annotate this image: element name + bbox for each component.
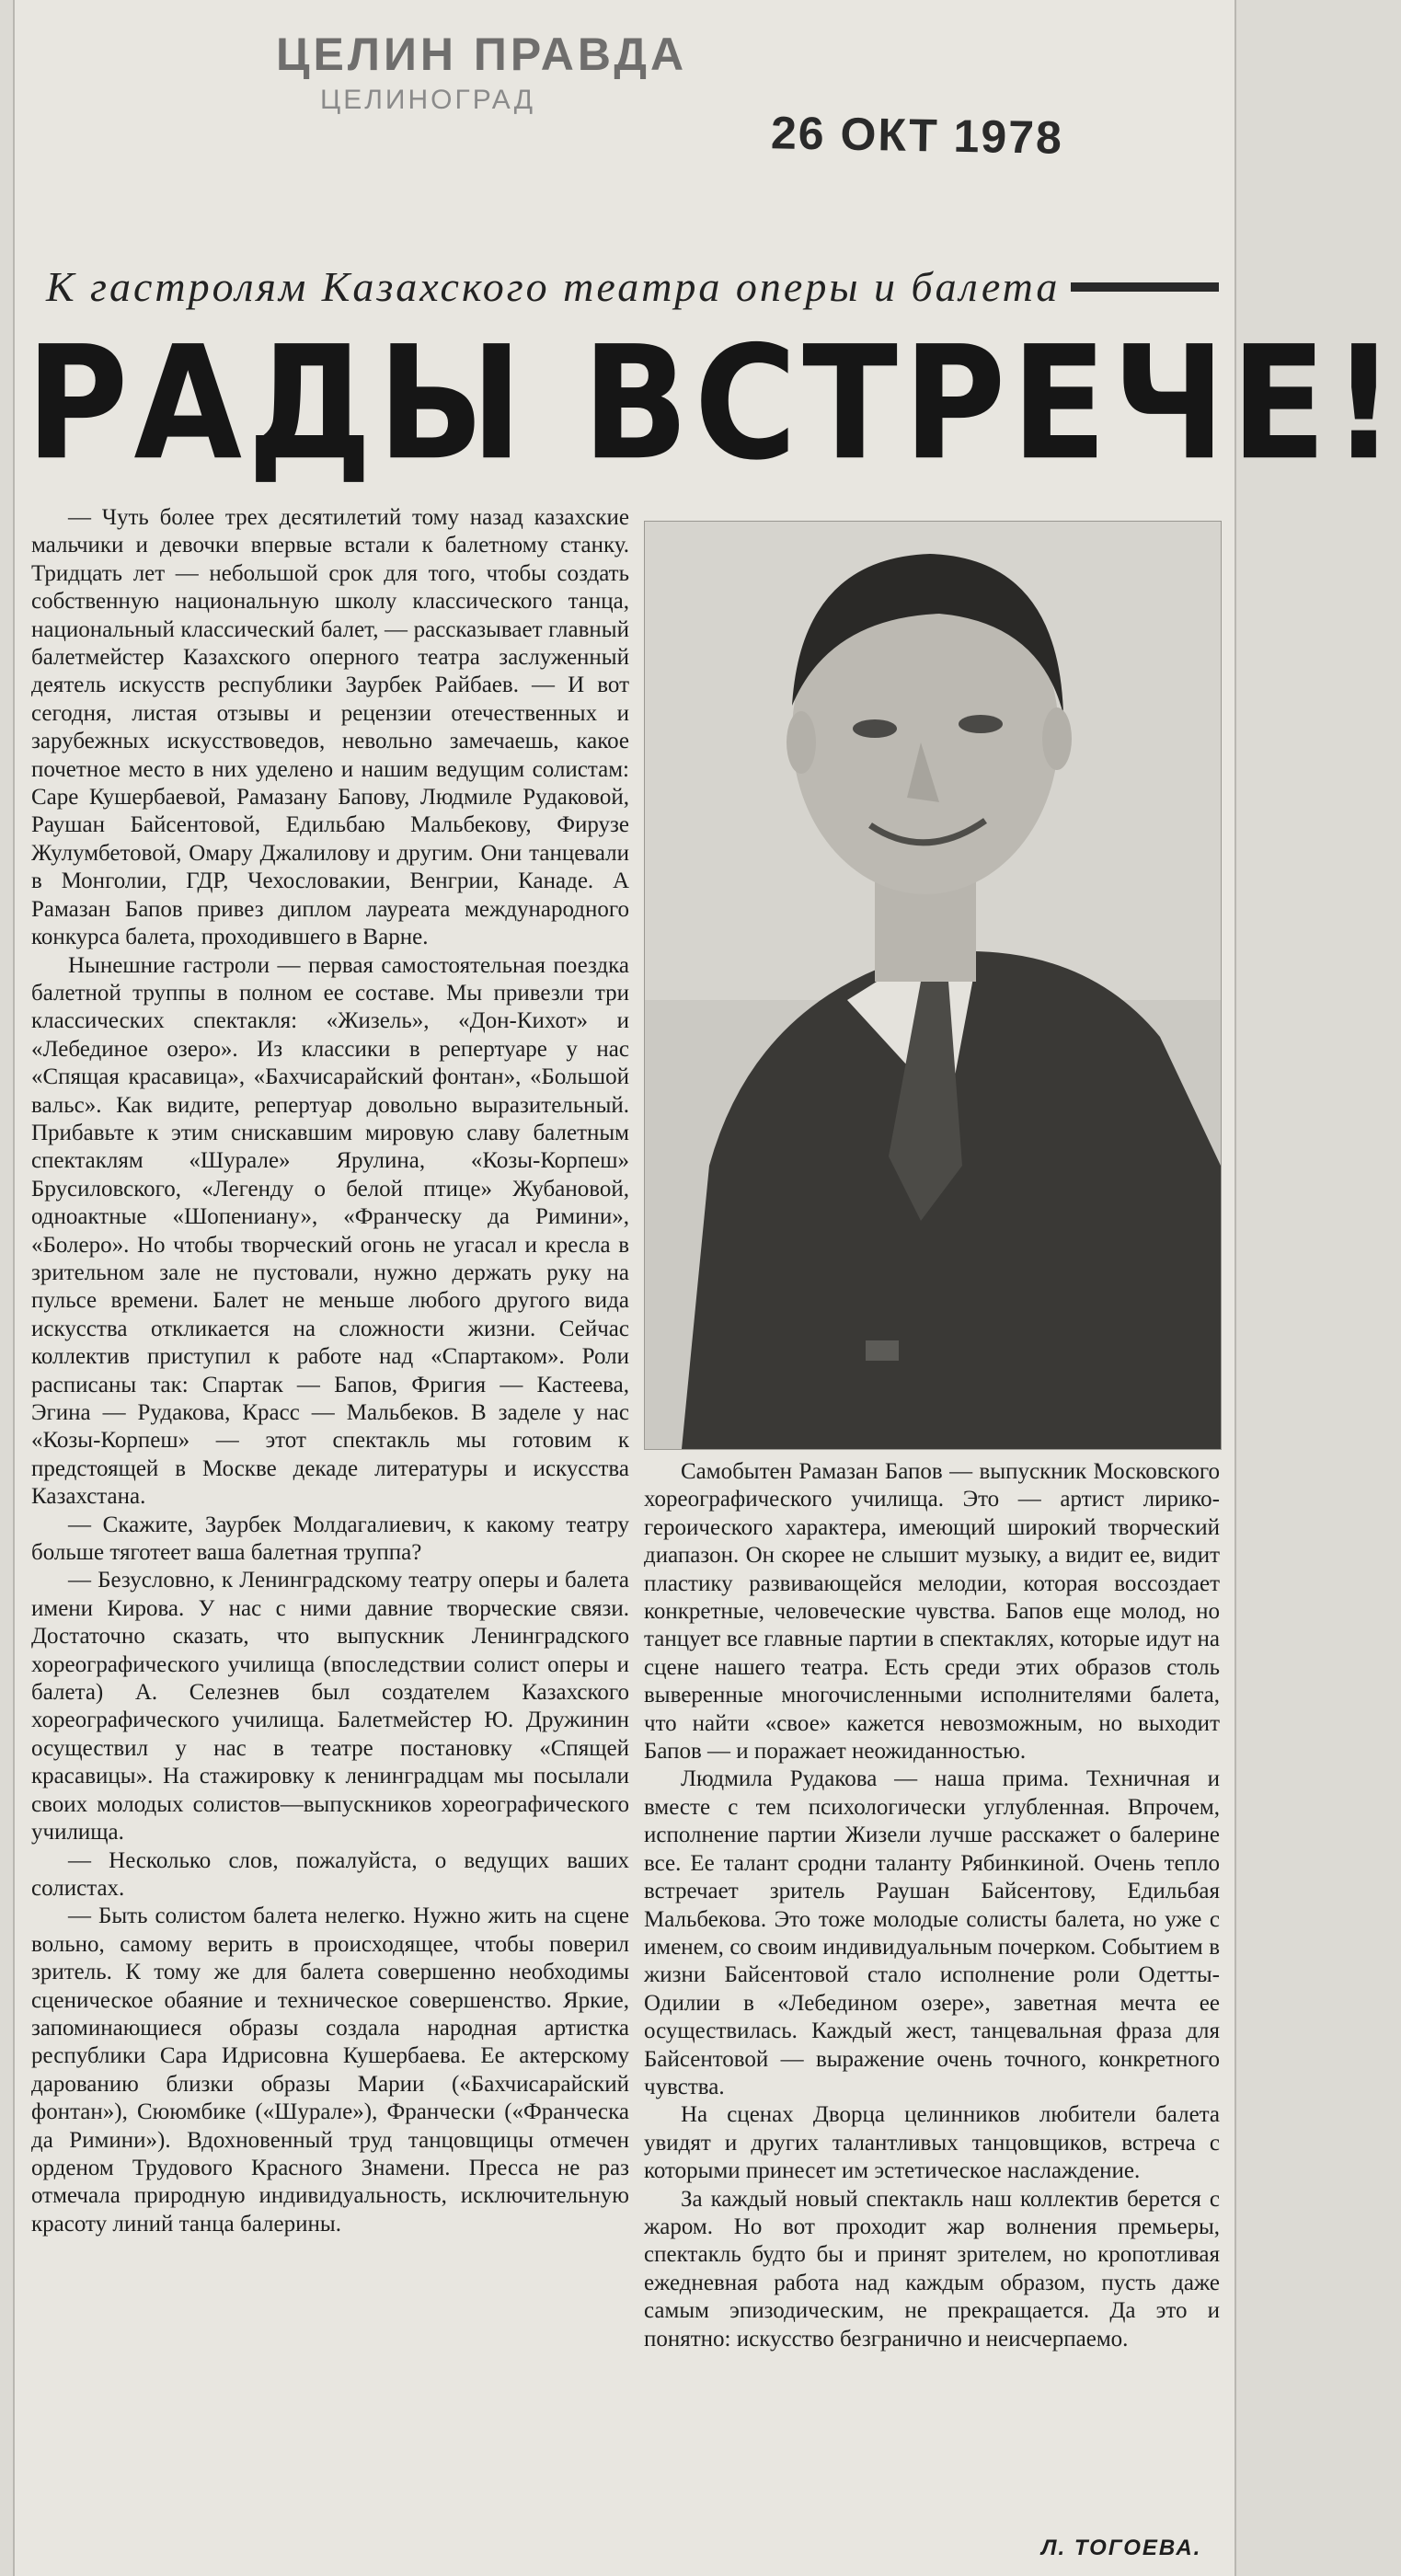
paragraph: — Быть солистом балета нелегко. Нужно жить на сцене вольно, самому верить в происходящее, чтобы поверил зритель. К тому же для балета совершенно необходимы сценическое обаяние и техническое совершенство. Яркие, запоминающиеся образы создала народная артистка республики Сара Идрисовна Кушербаева. Ее актерскому дарованию близки образы Марии («Бахчисарайский фонтан»), Сююмбике («Шурале»), Франчески («Франческа да Римини»). Вдохновенный труд танцовщицы отмечен орденом Трудового Красного Знамени. Пресса не раз отмечала природную индивидуальность, исключительную красоту линий танца балерины. — [31, 1903, 629, 2237]
rubric-rule — [1071, 282, 1219, 292]
paragraph: Нынешние гастроли — первая самостоятельная поездка балетной труппы в полном ее составе. Мы привезли три классических спектакля: «Жизель», «Дон-Кихот» и «Лебединое озеро». Из классики в репертуаре у нас «Спящая красавица», «Бахчисарайский фонтан», «Большой вальс». Как видите, репертуар довольно выразительный. Прибавьте к этим снискавшим мировую славу балетным спектаклям «Шурале» Ярулина, «Козы-Корпеш» Брусиловского, «Легенду о белой птице» Жубановой, одноактные «Шопениану», «Франческу да Римини», «Болеро». Но чтобы творческий огонь не угасал и кресла в зрительном зале не пустовали, нужно держать руку на пульсе времени. Балет не меньше любого другого вида искусства откликается на сложности жизни. Сейчас коллектив приступил к работе над «Спартаком». Роли расписаны так: Спартак — Бапов, Фригия — Кастеева, Эгина — Рудакова, Красс — Мальбеков. В заделе у нас «Козы-Корпеш» — этот спектакль мы готовим к предстоящей в Москве декаде литературы и искусства Казахстана. — [31, 952, 629, 1510]
newspaper-name-stamp: ЦЕЛИН ПРАВДА — [276, 29, 688, 80]
paragraph: Людмила Рудакова — наша прима. Техничная и вместе с тем психологически углубленная. Впрочем, исполнение партии Жизели лучше расскажет о балерине все. Ее талант сродни таланту Рябинкиной. Очень тепло встречает зритель Раушан Байсентову, Едильбая Мальбекова. Это тоже молодые солисты балета, но уже с именем, со своим индивидуальным почерком. Событием в жизни Байсентовой стало исполнение роли Одетты-Одилии в «Лебедином озере», заветная мечта ее осуществилась. Каждый жест, танцевальная фраза для Байсентовой — выражение очень точного, конкретного чувства. — [644, 1766, 1220, 2099]
right-column — [644, 1458, 1220, 2353]
city-stamp: ЦЕЛИНОГРАД — [320, 85, 536, 115]
rubric-text: К гастролям Казахского театра оперы и балета — [46, 263, 1061, 310]
headline: РАДЫ ВСТРЕЧЕ! — [26, 312, 1401, 495]
portrait-photo-icon — [644, 521, 1222, 1450]
paragraph: — Несколько слов, пожалуйста, о ведущих ваших солистах. — [31, 1847, 629, 1901]
left-column — [31, 504, 629, 2238]
paragraph: — Чуть более трех десятилетий тому назад казахские мальчики и девочки впервые встали к балетному станку. Тридцать лет — небольшой срок для того, чтобы создать собственную национальную школу классического танца, национальный классический балет, — рассказывает главный балетмейстер Казахского оперного театра заслуженный деятель искусств республики Заурбек Райбаев. — И вот сегодня, листая отзывы и рецензии отечественных и зарубежных искусствоведов, невольно замечаешь, какое почетное место в них уделено и нашим ведущим солистам: Саре Кушербаевой, Рамазану Бапову, Людмиле Рудаковой, Раушан Байсентовой, Едильбаю Мальбекову, Фирузе Жулумбетовой, Омару Джалилову и другим. Они танцевали в Монголии, ГДР, Чехословакии, Венгрии, Канаде. А Рамазан Бапов привез диплом лауреата международного конкурса балета, проходившего в Варне. — [31, 505, 629, 950]
date-stamp: 26 ОКТ 1978 — [770, 107, 1064, 164]
paragraph: — Безусловно, к Ленинградскому театру оперы и балета имени Кирова. У нас с ними давние творческие связи. Достаточно сказать, что выпускник Ленинградского хореографического училища (впоследствии солист оперы и балета) А. Селезнев был создателем Казахского хореографического училища. Балетмейстер Ю. Дружинин осуществил у нас в театре постановку «Спящей красавицы». На стажировку к ленинградцам мы посылали своих молодых солистов—выпускников хореографического училища. — [31, 1568, 629, 1846]
paragraph: За каждый новый спектакль наш коллектив берется с жаром. Но вот проходит жар волнения премьеры, спектакль будто бы и принят зрителем, но кропотливая ежедневная работа над каждым образом, пусть даже самым эпизодическим, не прекращается. Да это и понятно: искусство безгранично и неисчерпаемо. — [644, 2186, 1220, 2352]
paragraph: На сценах Дворца целинников любители балета увидят и других талантливых танцовщиков, встреча с которыми принесет им эстетическое наслаждение. — [644, 2102, 1220, 2184]
rubric — [46, 262, 1219, 311]
author-byline: Л. ТОГОЕВА. — [1041, 2536, 1202, 2560]
paragraph: Самобытен Рамазан Бапов — выпускник Московского хореографического училища. Это — артист лирико-героического характера, имеющий широкий творческий диапазон. Он скорее не слышит музыку, а видит ее, видит пластику развивающейся мелодии, которая воссоздает конкретные, человеческие чувства. Бапов еще молод, но танцует все главные партии в спектаклях, которые идут на сцене нашего театра. Есть среди этих образов столь выверенные многочисленными исполнителями балета, что найти «свое» кажется невозможным, но выходит Бапов — и поражает неожиданностью. — [644, 1459, 1220, 1765]
portrait-illustration — [645, 522, 1221, 1449]
paragraph: — Скажите, Заурбек Молдагалиевич, к какому театру больше тяготеет ваша балетная труппа? — [31, 1512, 629, 1566]
